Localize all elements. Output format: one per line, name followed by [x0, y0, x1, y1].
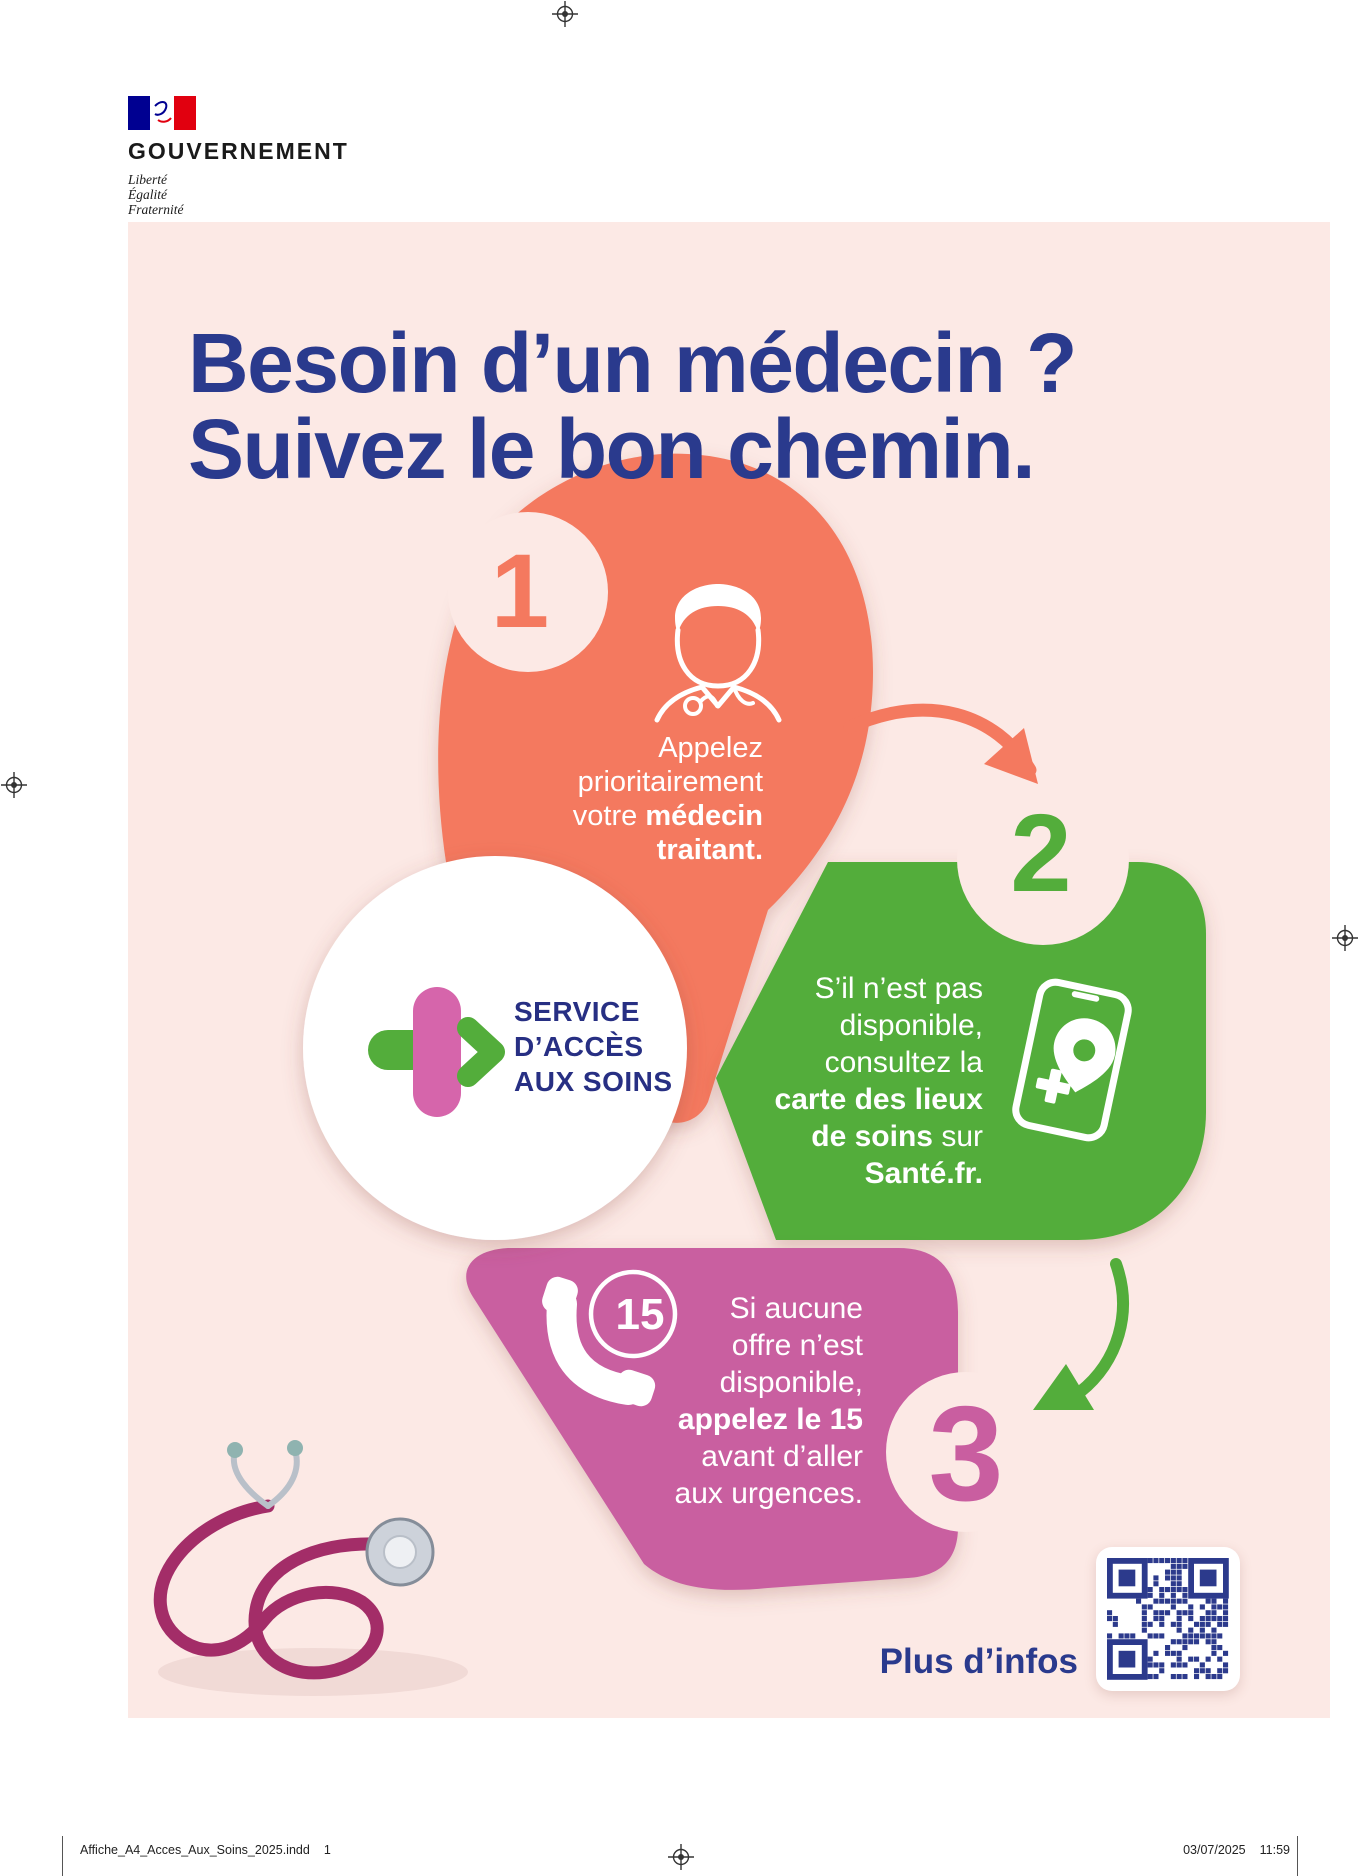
step2-line4: carte des lieux — [774, 1083, 983, 1116]
phone-15-badge-label: 15 — [615, 1290, 665, 1339]
qr-code — [1096, 1547, 1240, 1691]
step2-line2: disponible, — [839, 1009, 983, 1042]
step2-line1: S’il n’est pas — [814, 972, 983, 1005]
step2-line6: Santé.fr. — [864, 1157, 983, 1190]
step1-text — [498, 731, 763, 867]
sas-logo-line3: AUX SOINS — [514, 1066, 673, 1097]
motto-line-liberte: Liberté — [128, 172, 167, 187]
step1-number: 1 — [490, 533, 550, 650]
footer-page-number: 1 — [323, 1843, 331, 1857]
title-line-1: Besoin d’un médecin ? — [188, 316, 1076, 410]
arrow-step2-to-step3-icon — [1033, 1264, 1123, 1410]
motto-line-egalite: Égalité — [128, 187, 167, 202]
step3-line5: avant d’aller — [701, 1440, 863, 1473]
crop-mark-left — [62, 1836, 63, 1876]
step1-line1: Appelez — [658, 732, 763, 764]
footer-date: 03/07/2025 — [1183, 1843, 1246, 1857]
step3-text — [608, 1290, 863, 1512]
sas-logo-line1: SERVICE — [514, 996, 640, 1027]
step3-line2: offre n’est — [731, 1329, 863, 1362]
registration-mark-left-icon — [0, 771, 28, 799]
stethoscope-photo — [158, 1440, 468, 1696]
step3-number: 3 — [928, 1378, 1004, 1529]
step2-number: 2 — [1010, 792, 1072, 915]
step2-line5: de soins sur — [811, 1120, 983, 1153]
french-flag-icon — [128, 96, 196, 130]
registration-mark-bottom-icon — [667, 1843, 695, 1871]
step2-text — [678, 970, 983, 1192]
title-line-2: Suivez le bon chemin. — [188, 402, 1035, 496]
more-info-label: Plus d’infos — [879, 1642, 1078, 1681]
government-motto — [128, 172, 349, 217]
motto-line-fraternite: Fraternité — [128, 202, 184, 217]
step3-line3: disponible, — [719, 1366, 863, 1399]
poster-background — [128, 222, 1330, 1718]
step1-line2: prioritairement — [577, 766, 763, 798]
crop-mark-right — [1297, 1836, 1298, 1876]
step3-line1: Si aucune — [729, 1292, 863, 1325]
step3-line4: appelez le 15 — [677, 1403, 863, 1436]
footer-slug-left — [80, 1843, 345, 1857]
footer-time: 11:59 — [1259, 1843, 1290, 1857]
footer-slug-right — [1169, 1843, 1290, 1857]
step1-line4: traitant. — [656, 834, 763, 866]
step2-line3: consultez la — [824, 1046, 983, 1079]
page-title — [188, 316, 1076, 496]
step3-line6: aux urgences. — [674, 1477, 863, 1510]
sas-logo-text — [514, 994, 673, 1099]
arrow-step1-to-step2-icon — [850, 710, 1038, 784]
registration-mark-right-icon — [1331, 924, 1359, 952]
step1-line3: votre médecin — [572, 800, 763, 832]
sas-logo-line2: D’ACCÈS — [514, 1031, 644, 1062]
footer-file-name: Affiche_A4_Acces_Aux_Soins_2025.indd — [80, 1843, 310, 1857]
government-logo-block — [128, 96, 349, 217]
government-wordmark: GOUVERNEMENT — [128, 138, 349, 164]
registration-mark-top-icon — [551, 0, 579, 28]
